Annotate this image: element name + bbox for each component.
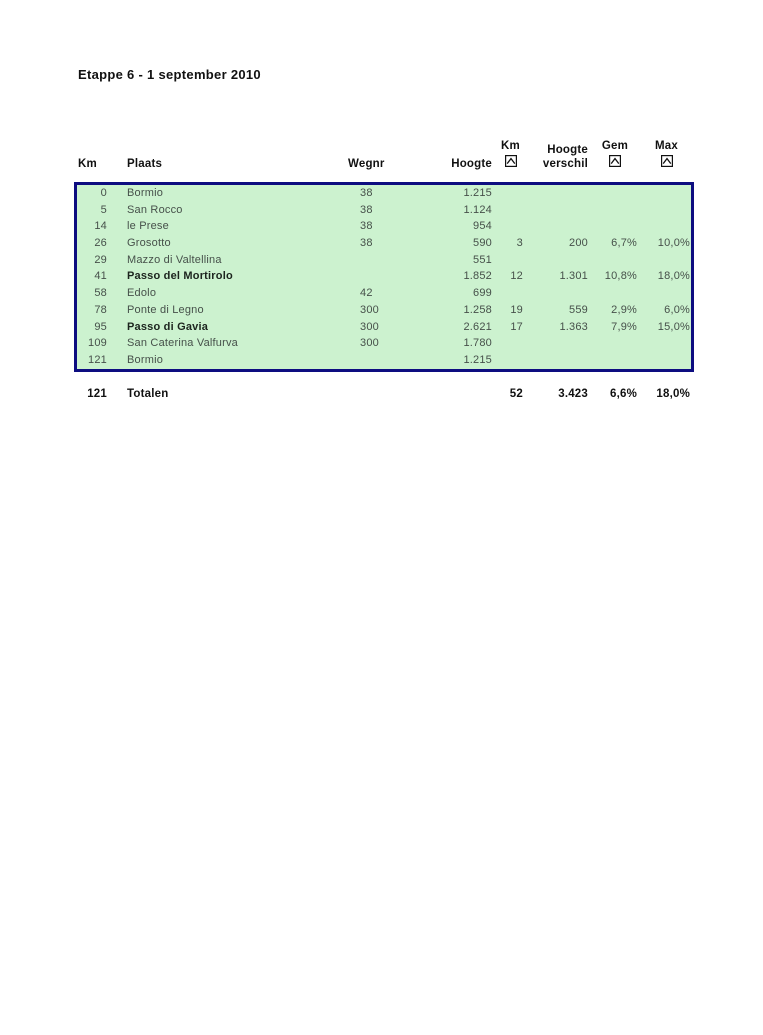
cell-plaats: Edolo	[127, 287, 157, 300]
cell-km: 5	[100, 203, 107, 216]
table-row	[74, 302, 694, 319]
cell-km-climb	[496, 185, 527, 202]
cell-wegnr: 300	[360, 337, 379, 350]
cell-plaats: Passo di Gavia	[127, 320, 209, 333]
cell-wegnr	[348, 252, 420, 269]
mountain-icon	[505, 155, 517, 171]
cell-hoogteverschil: 200	[569, 237, 588, 250]
header-km	[74, 126, 112, 172]
cell-plaats: Bormio	[127, 353, 164, 366]
table-row	[74, 235, 694, 252]
header-hoogte	[420, 126, 496, 172]
cell-plaats: Bormio	[127, 187, 164, 199]
table-row	[74, 202, 694, 219]
cell-hoogte: 2.621	[463, 320, 492, 333]
table-row	[74, 268, 694, 285]
cell-wegnr: 38	[360, 237, 373, 250]
header-hoogteverschil	[527, 126, 591, 172]
header-max-label: Max	[655, 140, 678, 152]
cell-gem	[591, 185, 641, 202]
cell-hoogteverschil: 559	[569, 303, 588, 316]
cell-hoogteverschil	[527, 252, 591, 269]
header-km-climb	[496, 126, 527, 172]
cell-gem	[591, 252, 641, 269]
cell-max	[641, 202, 694, 219]
cell-gem: 10,8%	[604, 270, 637, 283]
mountain-icon	[661, 155, 673, 171]
cell-km: 95	[94, 320, 107, 333]
header-hoogteverschil-line2: verschil	[542, 158, 588, 170]
cell-km-climb: 3	[516, 237, 523, 250]
cell-max	[641, 335, 694, 352]
totals-max: 18,0%	[656, 388, 690, 400]
cell-km-climb: 12	[510, 270, 523, 283]
cell-max: 6,0%	[664, 303, 690, 316]
cell-plaats: San Caterina Valfurva	[127, 337, 238, 350]
cell-km: 121	[88, 353, 107, 366]
cell-gem: 2,9%	[611, 303, 637, 316]
cell-hoogte: 1.780	[463, 337, 492, 350]
table-row	[74, 352, 694, 369]
cell-km: 29	[94, 253, 107, 266]
header-hoogte-label: Hoogte	[451, 158, 492, 170]
table-row	[74, 335, 694, 352]
cell-km: 109	[88, 337, 107, 350]
cell-wegnr: 38	[360, 187, 373, 199]
cell-hoogteverschil	[527, 185, 591, 202]
cell-wegnr	[348, 268, 420, 285]
header-max	[641, 126, 694, 172]
cell-max: 18,0%	[657, 270, 690, 283]
cell-km-climb	[496, 218, 527, 235]
cell-max	[641, 185, 694, 202]
cell-wegnr: 300	[360, 303, 379, 316]
cell-hoogteverschil	[527, 218, 591, 235]
cell-plaats: Passo del Mortirolo	[127, 270, 233, 283]
cell-km: 58	[94, 287, 107, 300]
cell-gem	[591, 335, 641, 352]
cell-km: 14	[94, 220, 107, 233]
cell-hoogteverschil	[527, 352, 591, 369]
cell-max	[641, 285, 694, 302]
table-row	[74, 319, 694, 336]
table-row	[74, 252, 694, 269]
header-km-climb-label: Km	[501, 140, 520, 152]
cell-hoogteverschil: 1.301	[559, 270, 588, 283]
mountain-icon	[609, 155, 621, 171]
table-row	[74, 285, 694, 302]
totals-wegnr	[348, 386, 420, 403]
cell-km-climb: 19	[510, 303, 523, 316]
page-title: Etappe 6 - 1 september 2010	[78, 67, 261, 82]
cell-plaats: Ponte di Legno	[127, 303, 204, 316]
cell-wegnr: 38	[360, 220, 373, 233]
cell-gem	[591, 285, 641, 302]
cell-km-climb	[496, 285, 527, 302]
cell-hoogteverschil	[527, 335, 591, 352]
cell-km: 26	[94, 237, 107, 250]
cell-max: 15,0%	[657, 320, 690, 333]
cell-gem: 7,9%	[611, 320, 637, 333]
cell-plaats: San Rocco	[127, 203, 183, 216]
cell-hoogte: 551	[473, 253, 492, 266]
cell-hoogte: 954	[473, 220, 492, 233]
cell-plaats: Mazzo di Valtellina	[127, 253, 222, 266]
cell-km-climb	[496, 202, 527, 219]
header-plaats-label: Plaats	[127, 158, 163, 170]
cell-hoogteverschil	[527, 285, 591, 302]
cell-max: 10,0%	[657, 237, 690, 250]
cell-hoogteverschil	[527, 202, 591, 219]
totals-gem: 6,6%	[609, 388, 637, 400]
table-body	[74, 185, 694, 369]
cell-hoogte: 1.124	[463, 203, 492, 216]
totals-row	[74, 386, 694, 403]
header-hoogteverschil-line1: Hoogte	[547, 144, 588, 156]
cell-hoogte: 1.215	[463, 353, 492, 366]
header-wegnr-label: Wegnr	[348, 158, 385, 170]
cell-wegnr: 38	[360, 203, 373, 216]
totals-km-climb: 52	[509, 388, 523, 400]
cell-wegnr	[348, 352, 420, 369]
header-gem-label: Gem	[601, 140, 629, 152]
cell-plaats: Grosotto	[127, 237, 171, 250]
cell-max	[641, 218, 694, 235]
cell-km-climb	[496, 335, 527, 352]
cell-hoogte: 1.852	[463, 270, 492, 283]
cell-wegnr: 42	[360, 287, 373, 300]
cell-plaats: le Prese	[127, 220, 169, 233]
totals-label: Totalen	[127, 388, 169, 400]
cell-hoogte: 699	[473, 287, 492, 300]
cell-km: 0	[100, 187, 107, 199]
cell-km-climb	[496, 352, 527, 369]
cell-hoogte: 1.215	[463, 187, 492, 199]
cell-max	[641, 252, 694, 269]
header-plaats	[112, 126, 348, 172]
cell-max	[641, 352, 694, 369]
cell-gem	[591, 218, 641, 235]
totals-hoogteverschil: 3.423	[558, 388, 588, 400]
cell-km: 41	[94, 270, 107, 283]
cell-gem	[591, 352, 641, 369]
header-km-label: Km	[78, 158, 97, 170]
cell-wegnr: 300	[360, 320, 379, 333]
cell-km: 78	[94, 303, 107, 316]
cell-km-climb	[496, 252, 527, 269]
cell-hoogteverschil: 1.363	[559, 320, 588, 333]
cell-gem: 6,7%	[611, 237, 637, 250]
table-row	[74, 185, 694, 202]
totals-km: 121	[87, 388, 107, 400]
cell-hoogte: 1.258	[463, 303, 492, 316]
table-row	[74, 218, 694, 235]
header-wegnr	[348, 126, 420, 172]
cell-km-climb: 17	[510, 320, 523, 333]
cell-hoogte: 590	[473, 237, 492, 250]
table-header	[74, 126, 694, 172]
totals-hoogte	[420, 386, 496, 403]
cell-gem	[591, 202, 641, 219]
header-gem	[591, 126, 641, 172]
